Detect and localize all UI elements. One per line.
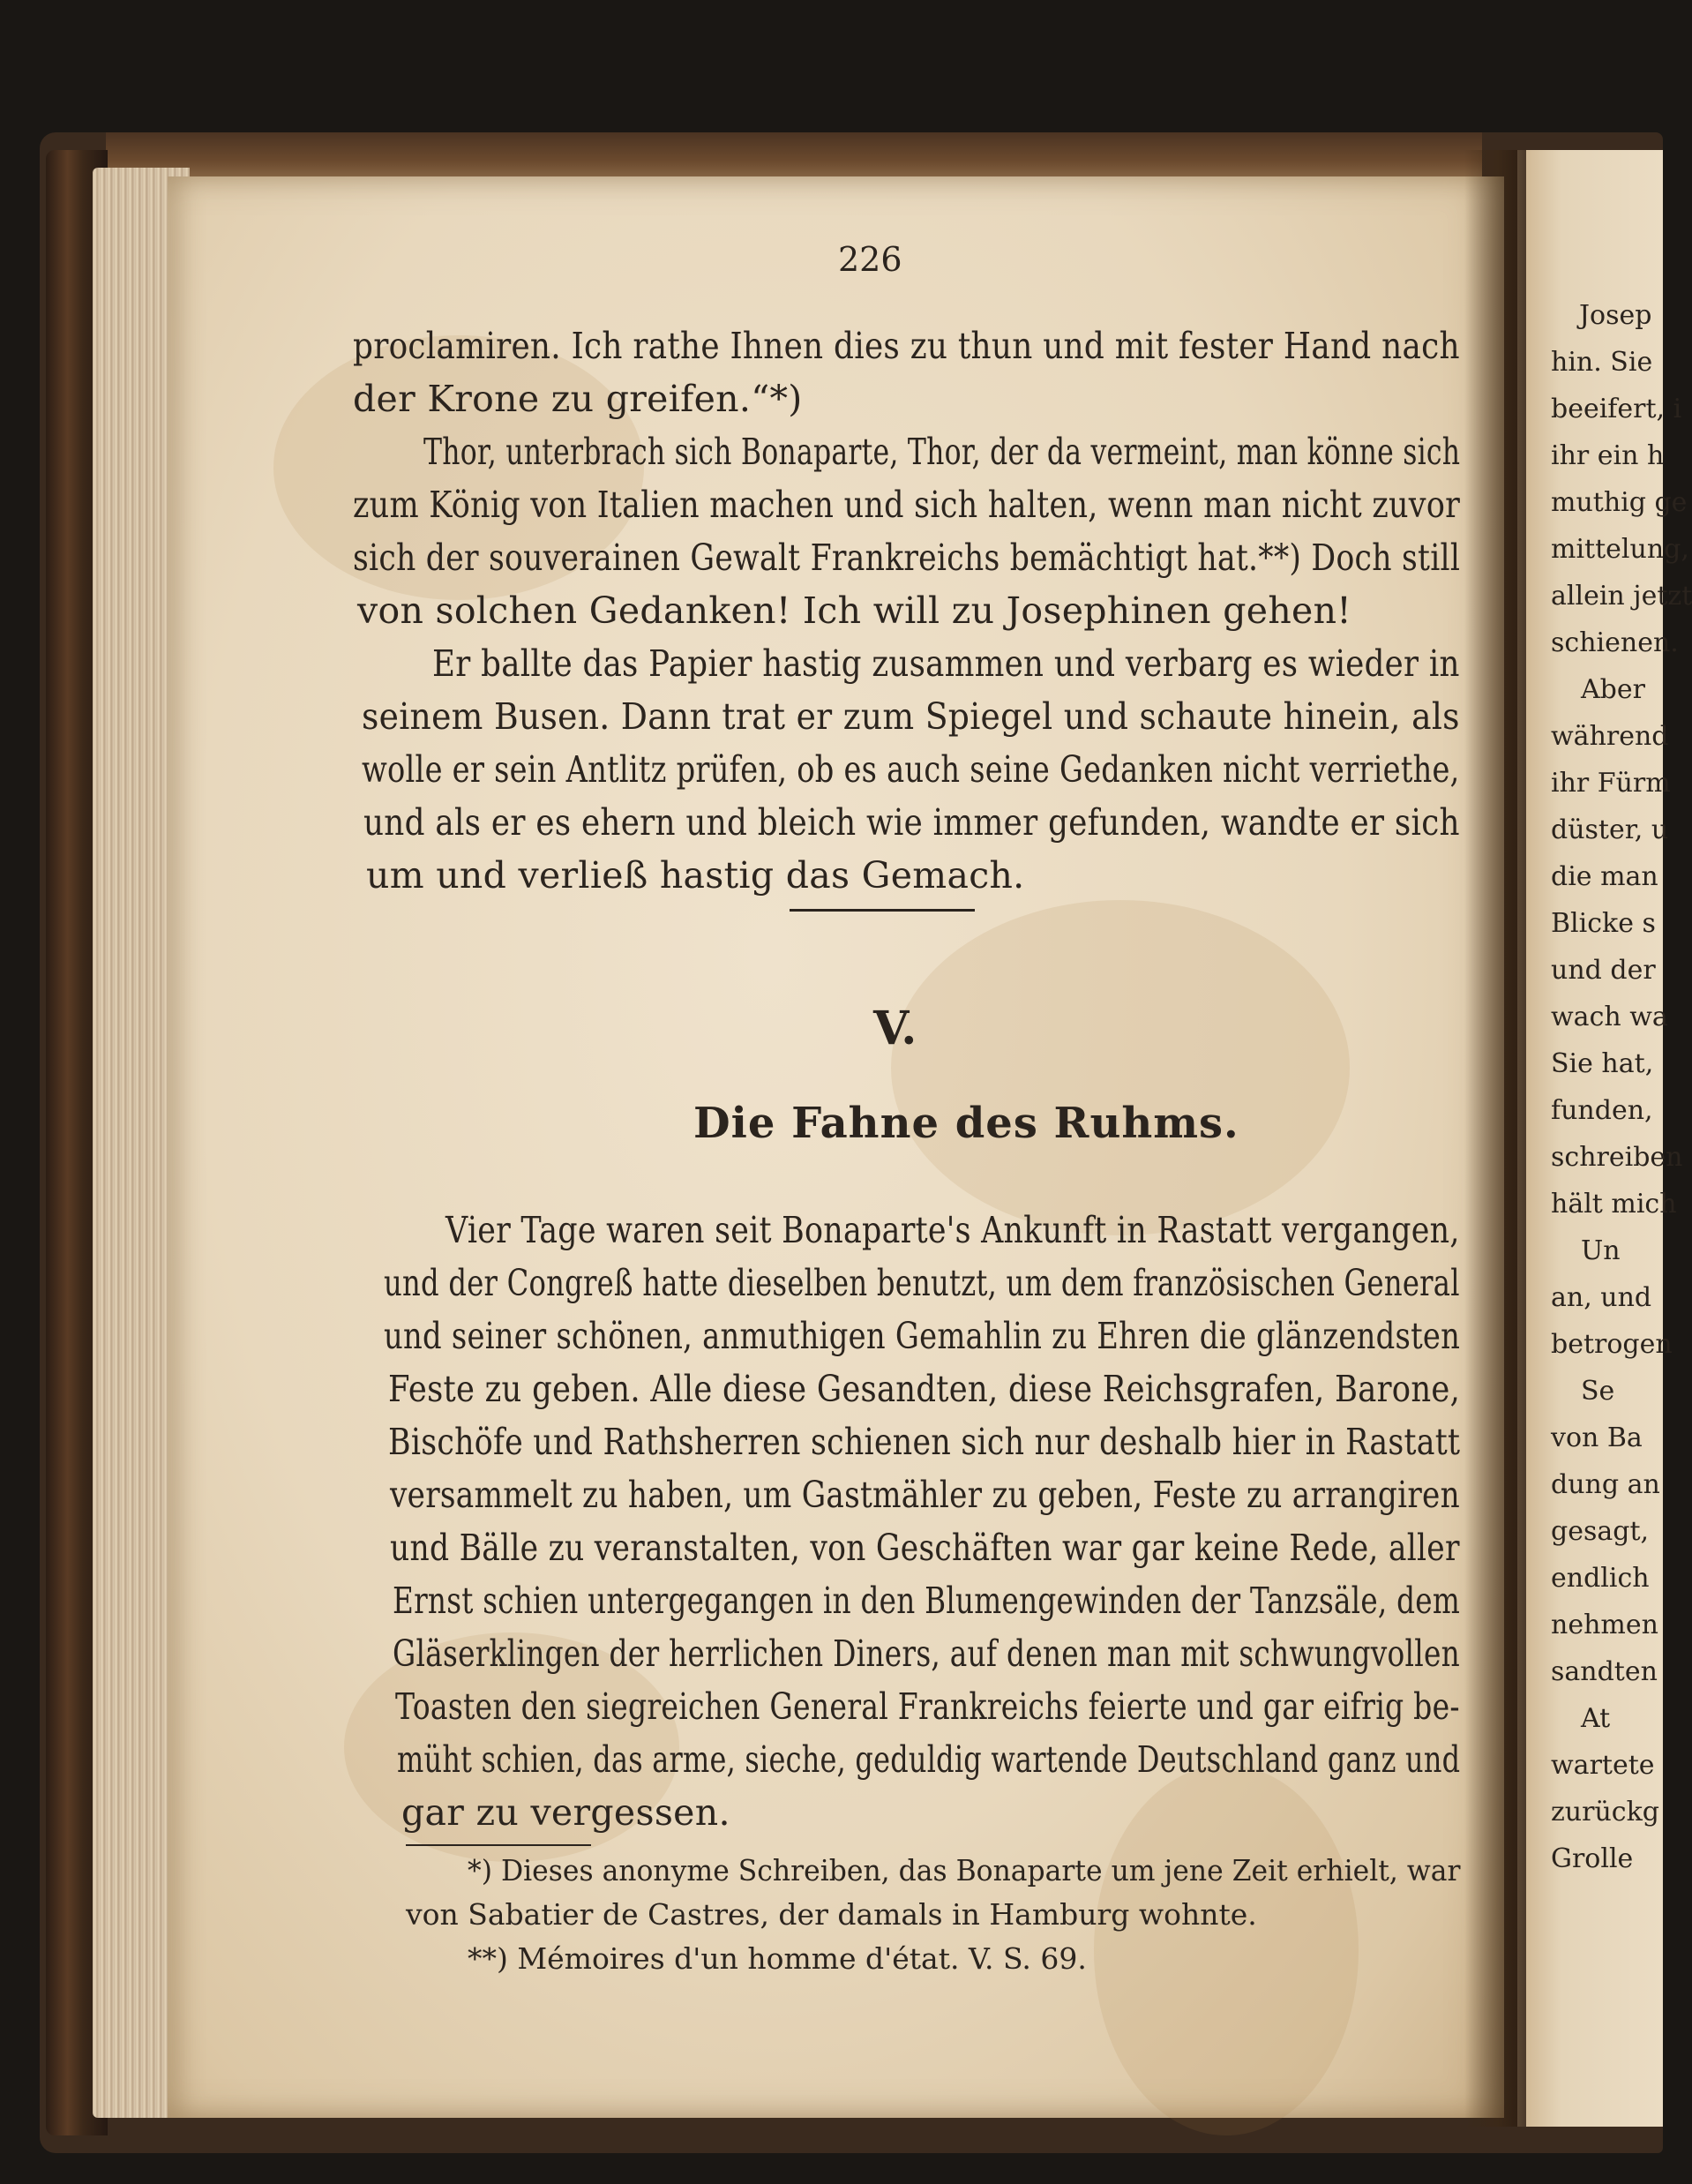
right-page-line: Josep	[1579, 300, 1652, 331]
right-page-line: ihr ein h	[1551, 440, 1665, 471]
text-line: seinem Busen. Dann trat er zum Spiegel und schaute hinein, als	[362, 695, 1460, 738]
right-page-line: an, und	[1551, 1282, 1652, 1313]
right-page-line: At	[1581, 1703, 1611, 1734]
section-divider	[790, 909, 975, 912]
text-line: wolle er sein Antlitz prüfen, ob es auch seine Gedanken nicht verriethe,	[362, 748, 1460, 791]
right-page-line: sandten	[1551, 1656, 1658, 1687]
right-page-line: von Ba	[1551, 1422, 1643, 1453]
right-page-line: während	[1551, 721, 1669, 752]
text-line: und Bälle zu veranstalten, von Geschäften war gar keine Rede, aller	[390, 1527, 1460, 1569]
right-page-line: Blicke s	[1551, 908, 1656, 939]
chapter-number: V.	[873, 1002, 917, 1055]
text-line: Bischöfe und Rathsherren schienen sich nur deshalb hier in Rastatt	[388, 1421, 1461, 1463]
footnote-line: **) Mémoires d'un homme d'état. V. S. 69.	[468, 1941, 1087, 1976]
footnote-line: von Sabatier de Castres, der damals in Hamburg wohnte.	[406, 1897, 1257, 1932]
right-page-line: beeifert, i	[1551, 394, 1682, 424]
text-line: Toasten den siegreichen General Frankreichs feierte und gar eifrig be-	[395, 1685, 1460, 1728]
text-line: gar zu vergessen.	[401, 1791, 730, 1834]
right-page-line: wartete	[1551, 1750, 1655, 1781]
text-line: Gläserklingen der herrlichen Diners, auf denen man mit schwungvollen	[393, 1632, 1461, 1675]
footnote-rule	[406, 1844, 591, 1846]
right-page-line: düster, u	[1551, 814, 1669, 845]
text-line: müht schien, das arme, sieche, geduldig wartende Deutschland ganz und	[397, 1738, 1461, 1781]
right-page-line: mittelung,	[1551, 534, 1689, 565]
right-page-line: muthig ge	[1551, 487, 1688, 518]
text-line: der Krone zu greifen.“*)	[353, 378, 803, 420]
text-line: und seiner schönen, anmuthigen Gemahlin zu Ehren die glänzendsten	[384, 1315, 1461, 1357]
right-page-line: hin. Sie	[1551, 347, 1653, 378]
right-page-line: Un	[1581, 1235, 1621, 1266]
right-page-line: endlich	[1551, 1563, 1650, 1594]
right-page-line: Grolle	[1551, 1843, 1634, 1874]
text-line: von solchen Gedanken! Ich will zu Josephinen gehen!	[357, 589, 1352, 632]
text-line: sich der souverainen Gewalt Frankreichs bemächtigt hat.**) Doch still	[353, 537, 1461, 579]
right-page-line: und der	[1551, 955, 1656, 986]
right-page-line: zurückg	[1551, 1797, 1659, 1828]
text-line: versammelt zu haben, um Gastmähler zu geben, Feste zu arrangiren	[390, 1474, 1460, 1516]
right-page-line: Aber	[1581, 674, 1645, 705]
text-line: zum König von Italien machen und sich halten, wenn man nicht zuvor	[353, 484, 1461, 526]
right-page-line: schienen.	[1551, 627, 1679, 658]
right-page-line: die man	[1551, 861, 1658, 892]
book-gutter	[1464, 150, 1526, 2127]
right-page-line: wach wa	[1551, 1002, 1668, 1032]
right-page-line: funden,	[1551, 1095, 1653, 1126]
text-line: Vier Tage waren seit Bonaparte's Ankunft in Rastatt vergangen,	[445, 1209, 1460, 1251]
text-line: Feste zu geben. Alle diese Gesandten, diese Reichsgrafen, Barone,	[388, 1368, 1461, 1410]
right-page-line: allein jetzt	[1551, 581, 1692, 612]
footnote-line: *) Dieses anonyme Schreiben, das Bonaparte um jene Zeit erhielt, war	[468, 1853, 1461, 1888]
right-page-line: schreiben	[1551, 1142, 1683, 1173]
right-page-line: hält mich	[1551, 1189, 1677, 1220]
text-line: und der Congreß hatte dieselben benutzt, um dem französischen General	[384, 1262, 1460, 1304]
page-number: 226	[838, 240, 902, 279]
text-line: Ernst schien untergegangen in den Blumengewinden der Tanzsäle, dem	[393, 1580, 1461, 1622]
text-line: Er ballte das Papier hastig zusammen und verbarg es wieder in	[432, 642, 1460, 685]
right-page-line: Se	[1581, 1376, 1615, 1407]
right-page-fragment	[1517, 150, 1692, 2127]
chapter-title: Die Fahne des Ruhms.	[693, 1099, 1239, 1148]
right-page-line: Sie hat,	[1551, 1048, 1654, 1079]
right-page-line: betrogen	[1551, 1329, 1673, 1360]
right-page-line: dung an	[1551, 1469, 1660, 1500]
text-line: um und verließ hastig das Gemach.	[366, 854, 1025, 897]
right-page-line: ihr Fürm	[1551, 768, 1671, 799]
text-line: und als er es ehern und bleich wie immer gefunden, wandte er sich	[363, 801, 1460, 844]
book-top-edge	[106, 132, 1482, 181]
right-page-line: nehmen	[1551, 1610, 1658, 1640]
text-line: Thor, unterbrach sich Bonaparte, Thor, der da vermeint, man könne sich	[423, 431, 1461, 473]
right-page-line: gesagt,	[1551, 1516, 1650, 1547]
text-line: proclamiren. Ich rathe Ihnen dies zu thun und mit fester Hand nach	[353, 325, 1460, 367]
